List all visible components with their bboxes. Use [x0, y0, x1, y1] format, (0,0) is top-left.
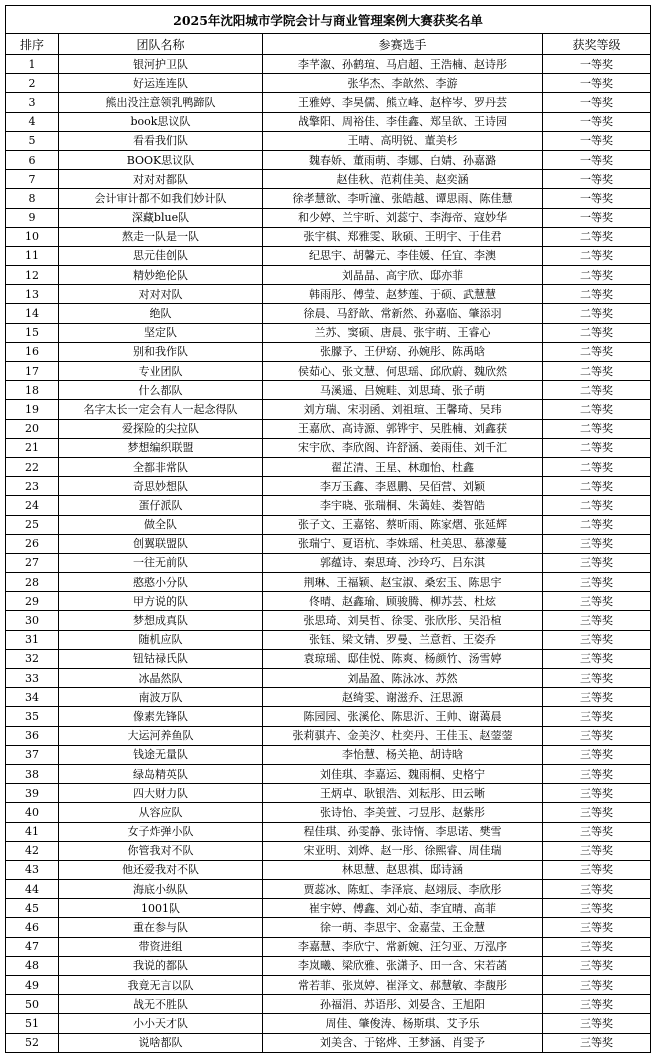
cell-award: 二等奖 [543, 477, 651, 496]
cell-team: 海底小纵队 [59, 880, 263, 899]
cell-rank: 20 [6, 419, 59, 438]
cell-award: 三等奖 [543, 784, 651, 803]
cell-members: 纪思宇、胡馨元、李佳媛、任宜、李澳 [263, 246, 543, 265]
cell-rank: 6 [6, 150, 59, 169]
cell-team: 坚定队 [59, 323, 263, 342]
cell-award: 二等奖 [543, 419, 651, 438]
cell-rank: 22 [6, 457, 59, 476]
cell-members: 刘晶盈、陈泳冰、苏然 [263, 669, 543, 688]
table-row [6, 227, 651, 246]
cell-members: 李宇晓、张瑞桐、朱蔼娃、娄智皓 [263, 496, 543, 515]
table-row [6, 688, 651, 707]
table-row [6, 649, 651, 668]
cell-team: 四大财力队 [59, 784, 263, 803]
cell-rank: 3 [6, 93, 59, 112]
cell-members: 袁琼瑶、邸佳悦、陈爽、杨颜竹、汤雪婷 [263, 649, 543, 668]
cell-award: 一等奖 [543, 170, 651, 189]
table-row [6, 573, 651, 592]
table-row [6, 899, 651, 918]
cell-award: 三等奖 [543, 726, 651, 745]
table-row [6, 726, 651, 745]
table-row [6, 553, 651, 572]
cell-team: 奇思妙想队 [59, 477, 263, 496]
cell-rank: 32 [6, 649, 59, 668]
cell-rank: 2 [6, 74, 59, 93]
cell-award: 一等奖 [543, 93, 651, 112]
cell-members: 张莉骐卉、金美汐、杜奕丹、王佳玉、赵蓥蓥 [263, 726, 543, 745]
cell-team: 创翼联盟队 [59, 534, 263, 553]
cell-team: 思元佳创队 [59, 246, 263, 265]
cell-members: 王雅婷、李昊儒、熊立峰、赵梓岑、罗丹芸 [263, 93, 543, 112]
table-row [6, 362, 651, 381]
cell-members: 王嘉欣、高诗源、郭铧宇、吴胜楠、刘鑫获 [263, 419, 543, 438]
cell-rank: 35 [6, 707, 59, 726]
cell-members: 孙福涓、苏语彤、刘晏含、王旭阳 [263, 995, 543, 1014]
table-row [6, 880, 651, 899]
cell-rank: 4 [6, 112, 59, 131]
cell-award: 三等奖 [543, 937, 651, 956]
cell-award: 二等奖 [543, 362, 651, 381]
cell-award: 三等奖 [543, 707, 651, 726]
cell-members: 程佳琪、孙雯静、张诗惰、李思诺、樊雪 [263, 822, 543, 841]
header-award: 获奖等级 [543, 34, 651, 55]
cell-rank: 25 [6, 515, 59, 534]
cell-award: 二等奖 [543, 323, 651, 342]
cell-award: 二等奖 [543, 342, 651, 361]
cell-team: 钮钴禄氏队 [59, 649, 263, 668]
cell-rank: 47 [6, 937, 59, 956]
cell-team: 大运河养鱼队 [59, 726, 263, 745]
cell-rank: 34 [6, 688, 59, 707]
cell-team: 我说的都队 [59, 956, 263, 975]
cell-award: 二等奖 [543, 457, 651, 476]
cell-rank: 49 [6, 976, 59, 995]
cell-members: 马溪遥、吕婉畦、刘思琦、张子萌 [263, 381, 543, 400]
cell-award: 三等奖 [543, 764, 651, 783]
cell-members: 周佳、肇俊涛、杨斯琪、艾予乐 [263, 1014, 543, 1033]
table-row [6, 995, 651, 1014]
cell-rank: 17 [6, 362, 59, 381]
cell-members: 贾蕊冰、陈虹、李泽宸、赵翊辰、李欣彤 [263, 880, 543, 899]
table-row [6, 323, 651, 342]
cell-award: 三等奖 [543, 573, 651, 592]
cell-rank: 23 [6, 477, 59, 496]
cell-members: 李怡慧、杨关艳、胡诗晗 [263, 745, 543, 764]
table-row [6, 630, 651, 649]
cell-rank: 41 [6, 822, 59, 841]
cell-team: 会计审计都不如我们妙计队 [59, 189, 263, 208]
cell-members: 崔宇婷、傅鑫、刘心茹、李宜晴、高菲 [263, 899, 543, 918]
cell-award: 三等奖 [543, 649, 651, 668]
cell-award: 一等奖 [543, 208, 651, 227]
table-row [6, 784, 651, 803]
cell-award: 二等奖 [543, 246, 651, 265]
cell-team: 梦想编织联盟 [59, 438, 263, 457]
cell-members: 宋亚明、刘烨、赵一彤、徐熙睿、周佳瑞 [263, 841, 543, 860]
cell-team: 重在参与队 [59, 918, 263, 937]
table-row [6, 707, 651, 726]
cell-members: 侯茹心、张文慧、何思瑶、邱欣蔚、魏欣然 [263, 362, 543, 381]
cell-rank: 44 [6, 880, 59, 899]
cell-award: 三等奖 [543, 860, 651, 879]
table-row [6, 285, 651, 304]
cell-members: 徐孝慧欲、李听潼、张皓越、谭思雨、陈佳慧 [263, 189, 543, 208]
table-row [6, 822, 651, 841]
table-row [6, 956, 651, 975]
cell-team: 精妙绝伦队 [59, 266, 263, 285]
cell-rank: 51 [6, 1014, 59, 1033]
cell-team: 爱探险的尖拉队 [59, 419, 263, 438]
cell-members: 王炳卓、耿银浩、刘耘彤、田云晰 [263, 784, 543, 803]
cell-team: 看看我们队 [59, 131, 263, 150]
cell-rank: 10 [6, 227, 59, 246]
cell-rank: 11 [6, 246, 59, 265]
cell-award: 三等奖 [543, 803, 651, 822]
table-row [6, 764, 651, 783]
cell-team: 蛋仔派队 [59, 496, 263, 515]
cell-rank: 31 [6, 630, 59, 649]
cell-team: 他还爱我对不队 [59, 860, 263, 879]
table-row [6, 976, 651, 995]
table-row [6, 208, 651, 227]
cell-rank: 52 [6, 1033, 59, 1052]
cell-members: 兰苏、窦硕、唐晨、张宇萌、王睿心 [263, 323, 543, 342]
table-row [6, 515, 651, 534]
cell-team: 你管我对不队 [59, 841, 263, 860]
cell-team: 女子炸弹小队 [59, 822, 263, 841]
cell-team: BOOK思议队 [59, 150, 263, 169]
table-row [6, 246, 651, 265]
cell-members: 张瑞宁、夏语杭、李姝瑶、杜美思、慕濛蔓 [263, 534, 543, 553]
cell-members: 徐晨、马舒歆、常新然、孙嘉临、肇添羽 [263, 304, 543, 323]
cell-members: 刘美含、于铭烨、王梦涵、肖雯予 [263, 1033, 543, 1052]
cell-team: 绿岛精英队 [59, 764, 263, 783]
table-row [6, 93, 651, 112]
cell-members: 徐一萌、李思宇、金嘉莹、王金慧 [263, 918, 543, 937]
cell-members: 常若菲、张岚婷、崔泽文、郝慧敏、李馥彤 [263, 976, 543, 995]
cell-members: 赵佳秋、范莉佳美、赵奕涵 [263, 170, 543, 189]
table-row [6, 611, 651, 630]
cell-award: 一等奖 [543, 112, 651, 131]
award-list-sheet [5, 5, 650, 1053]
table-row [6, 860, 651, 879]
cell-members: 刘晶晶、高宇欣、邸亦菲 [263, 266, 543, 285]
cell-members: 韩雨彤、傅莹、赵梦莲、于硕、武慧慧 [263, 285, 543, 304]
cell-award: 二等奖 [543, 438, 651, 457]
cell-award: 三等奖 [543, 553, 651, 572]
cell-team: 1001队 [59, 899, 263, 918]
table-row [6, 381, 651, 400]
cell-team: 全都非常队 [59, 457, 263, 476]
award-table [5, 5, 651, 1053]
cell-award: 一等奖 [543, 131, 651, 150]
cell-team: 梦想成真队 [59, 611, 263, 630]
cell-members: 张思琦、刘昊哲、徐雯、张欣彤、吴沿楦 [263, 611, 543, 630]
cell-rank: 16 [6, 342, 59, 361]
header-team: 团队名称 [59, 34, 263, 55]
cell-team: 带资进组 [59, 937, 263, 956]
cell-award: 二等奖 [543, 304, 651, 323]
cell-team: 我竟无言以队 [59, 976, 263, 995]
cell-team: 什么都队 [59, 381, 263, 400]
cell-award: 二等奖 [543, 227, 651, 246]
cell-rank: 43 [6, 860, 59, 879]
cell-award: 三等奖 [543, 592, 651, 611]
cell-rank: 1 [6, 55, 59, 74]
cell-rank: 29 [6, 592, 59, 611]
cell-rank: 36 [6, 726, 59, 745]
cell-rank: 50 [6, 995, 59, 1014]
cell-rank: 14 [6, 304, 59, 323]
cell-rank: 45 [6, 899, 59, 918]
cell-team: 钱途无量队 [59, 745, 263, 764]
table-row [6, 745, 651, 764]
cell-rank: 39 [6, 784, 59, 803]
cell-award: 二等奖 [543, 400, 651, 419]
table-row [6, 841, 651, 860]
cell-rank: 12 [6, 266, 59, 285]
cell-rank: 21 [6, 438, 59, 457]
cell-award: 一等奖 [543, 74, 651, 93]
cell-members: 李万玉鑫、李恩鹏、吴佰营、刘颖 [263, 477, 543, 496]
cell-rank: 24 [6, 496, 59, 515]
cell-award: 三等奖 [543, 918, 651, 937]
table-row [6, 803, 651, 822]
cell-members: 张华杰、李歆然、李游 [263, 74, 543, 93]
cell-members: 魏春娇、董雨萌、李娜、白婧、孙嘉潞 [263, 150, 543, 169]
cell-members: 张子文、王嘉铭、蔡昕雨、陈家熠、张延辉 [263, 515, 543, 534]
table-row [6, 170, 651, 189]
cell-rank: 7 [6, 170, 59, 189]
cell-award: 二等奖 [543, 266, 651, 285]
cell-team: 别和我作队 [59, 342, 263, 361]
cell-rank: 33 [6, 669, 59, 688]
cell-team: 战无不胜队 [59, 995, 263, 1014]
table-row [6, 918, 651, 937]
cell-award: 三等奖 [543, 745, 651, 764]
table-row [6, 266, 651, 285]
table-body [6, 55, 651, 1053]
cell-members: 王晴、高明锐、董美杉 [263, 131, 543, 150]
cell-members: 翟芷清、王星、林珈怡、杜鑫 [263, 457, 543, 476]
cell-award: 三等奖 [543, 976, 651, 995]
cell-award: 三等奖 [543, 1014, 651, 1033]
cell-rank: 13 [6, 285, 59, 304]
cell-rank: 26 [6, 534, 59, 553]
cell-rank: 5 [6, 131, 59, 150]
header-members: 参赛选手 [263, 34, 543, 55]
cell-team: 银河护卫队 [59, 55, 263, 74]
cell-members: 刘方瑞、宋羽函、刘祖瑄、王馨琦、吴玮 [263, 400, 543, 419]
cell-rank: 8 [6, 189, 59, 208]
cell-award: 三等奖 [543, 899, 651, 918]
cell-team: 甲方说的队 [59, 592, 263, 611]
cell-team: 南波万队 [59, 688, 263, 707]
cell-members: 张钰、梁文锖、罗曼、兰意哲、王姿乔 [263, 630, 543, 649]
header-rank: 排序 [6, 34, 59, 55]
table-row [6, 400, 651, 419]
table-row [6, 1033, 651, 1052]
table-row [6, 1014, 651, 1033]
cell-award: 三等奖 [543, 1033, 651, 1052]
cell-award: 三等奖 [543, 956, 651, 975]
cell-rank: 48 [6, 956, 59, 975]
cell-team: 深藏blue队 [59, 208, 263, 227]
cell-team: 说啥都队 [59, 1033, 263, 1052]
cell-team: 名字太长一定会有人一起念得队 [59, 400, 263, 419]
table-row [6, 304, 651, 323]
cell-rank: 27 [6, 553, 59, 572]
cell-members: 林思慧、赵思祺、邸诗涵 [263, 860, 543, 879]
cell-rank: 46 [6, 918, 59, 937]
table-row [6, 534, 651, 553]
cell-team: 一往无前队 [59, 553, 263, 572]
cell-award: 一等奖 [543, 189, 651, 208]
table-row [6, 669, 651, 688]
cell-members: 陈园园、张溪伦、陈思沂、王帅、谢蔼晨 [263, 707, 543, 726]
cell-team: 憨憨小分队 [59, 573, 263, 592]
cell-award: 三等奖 [543, 611, 651, 630]
cell-members: 宋宇欣、李欣阁、许舒涵、姜雨佳、刘千汇 [263, 438, 543, 457]
cell-rank: 15 [6, 323, 59, 342]
table-row [6, 457, 651, 476]
cell-members: 张诗怡、李美萱、刁昱彤、赵紫彤 [263, 803, 543, 822]
cell-team: 熊出没注意领乳鸭蹄队 [59, 93, 263, 112]
table-title: 2025年沈阳城市学院会计与商业管理案例大赛获奖名单 [6, 6, 651, 34]
cell-team: 专业团队 [59, 362, 263, 381]
cell-rank: 9 [6, 208, 59, 227]
cell-members: 赵绮雯、谢滋乔、汪思源 [263, 688, 543, 707]
cell-members: 郭蕴诗、秦思琦、沙玲巧、吕东淇 [263, 553, 543, 572]
cell-team: 做全队 [59, 515, 263, 534]
cell-members: 张朦予、王伊窈、孙婉彤、陈禹晗 [263, 342, 543, 361]
cell-award: 二等奖 [543, 496, 651, 515]
cell-award: 三等奖 [543, 688, 651, 707]
cell-award: 一等奖 [543, 55, 651, 74]
cell-members: 刘佳琪、李嘉运、魏雨桐、史格宁 [263, 764, 543, 783]
cell-members: 战擎阳、周裕佳、李佳鑫、郑呈欲、王诗园 [263, 112, 543, 131]
cell-award: 一等奖 [543, 150, 651, 169]
cell-team: 对对对都队 [59, 170, 263, 189]
cell-award: 三等奖 [543, 841, 651, 860]
cell-rank: 37 [6, 745, 59, 764]
cell-team: book思议队 [59, 112, 263, 131]
cell-members: 李嘉慧、李欣宁、常新婉、汪匀亚、万泓序 [263, 937, 543, 956]
table-row [6, 74, 651, 93]
cell-members: 李岚曦、梁欣雅、张潇予、田一含、宋若菡 [263, 956, 543, 975]
cell-rank: 28 [6, 573, 59, 592]
cell-members: 和少婷、兰宇昕、刘蕊宁、李海帝、寇妙华 [263, 208, 543, 227]
cell-team: 小小天才队 [59, 1014, 263, 1033]
cell-team: 对对对队 [59, 285, 263, 304]
cell-rank: 19 [6, 400, 59, 419]
cell-team: 随机应队 [59, 630, 263, 649]
cell-rank: 42 [6, 841, 59, 860]
table-row [6, 150, 651, 169]
table-row [6, 189, 651, 208]
cell-award: 二等奖 [543, 381, 651, 400]
cell-team: 冰晶然队 [59, 669, 263, 688]
cell-award: 三等奖 [543, 669, 651, 688]
cell-award: 三等奖 [543, 822, 651, 841]
cell-members: 李芊溆、孙鹤瑄、马启超、王浩楠、赵诗彤 [263, 55, 543, 74]
cell-award: 二等奖 [543, 285, 651, 304]
cell-award: 三等奖 [543, 534, 651, 553]
table-row [6, 131, 651, 150]
table-row [6, 496, 651, 515]
cell-members: 佟晴、赵鑫瑜、顾骏腾、柳苏芸、杜炫 [263, 592, 543, 611]
cell-team: 熬走一队是一队 [59, 227, 263, 246]
cell-rank: 40 [6, 803, 59, 822]
cell-award: 二等奖 [543, 515, 651, 534]
cell-team: 好运连连队 [59, 74, 263, 93]
cell-members: 荆琳、王福颖、赵宝淑、桑宏玉、陈思宇 [263, 573, 543, 592]
table-row [6, 342, 651, 361]
table-row [6, 438, 651, 457]
cell-members: 张宇棋、郑雅雯、耿硕、王明宇、于佳君 [263, 227, 543, 246]
cell-award: 三等奖 [543, 880, 651, 899]
cell-team: 像素先锋队 [59, 707, 263, 726]
table-row [6, 937, 651, 956]
table-row [6, 112, 651, 131]
cell-rank: 18 [6, 381, 59, 400]
cell-team: 从容应队 [59, 803, 263, 822]
table-row [6, 55, 651, 74]
table-row [6, 477, 651, 496]
cell-rank: 38 [6, 764, 59, 783]
cell-rank: 30 [6, 611, 59, 630]
cell-team: 绝队 [59, 304, 263, 323]
cell-award: 三等奖 [543, 995, 651, 1014]
table-row [6, 592, 651, 611]
table-row [6, 419, 651, 438]
cell-award: 三等奖 [543, 630, 651, 649]
